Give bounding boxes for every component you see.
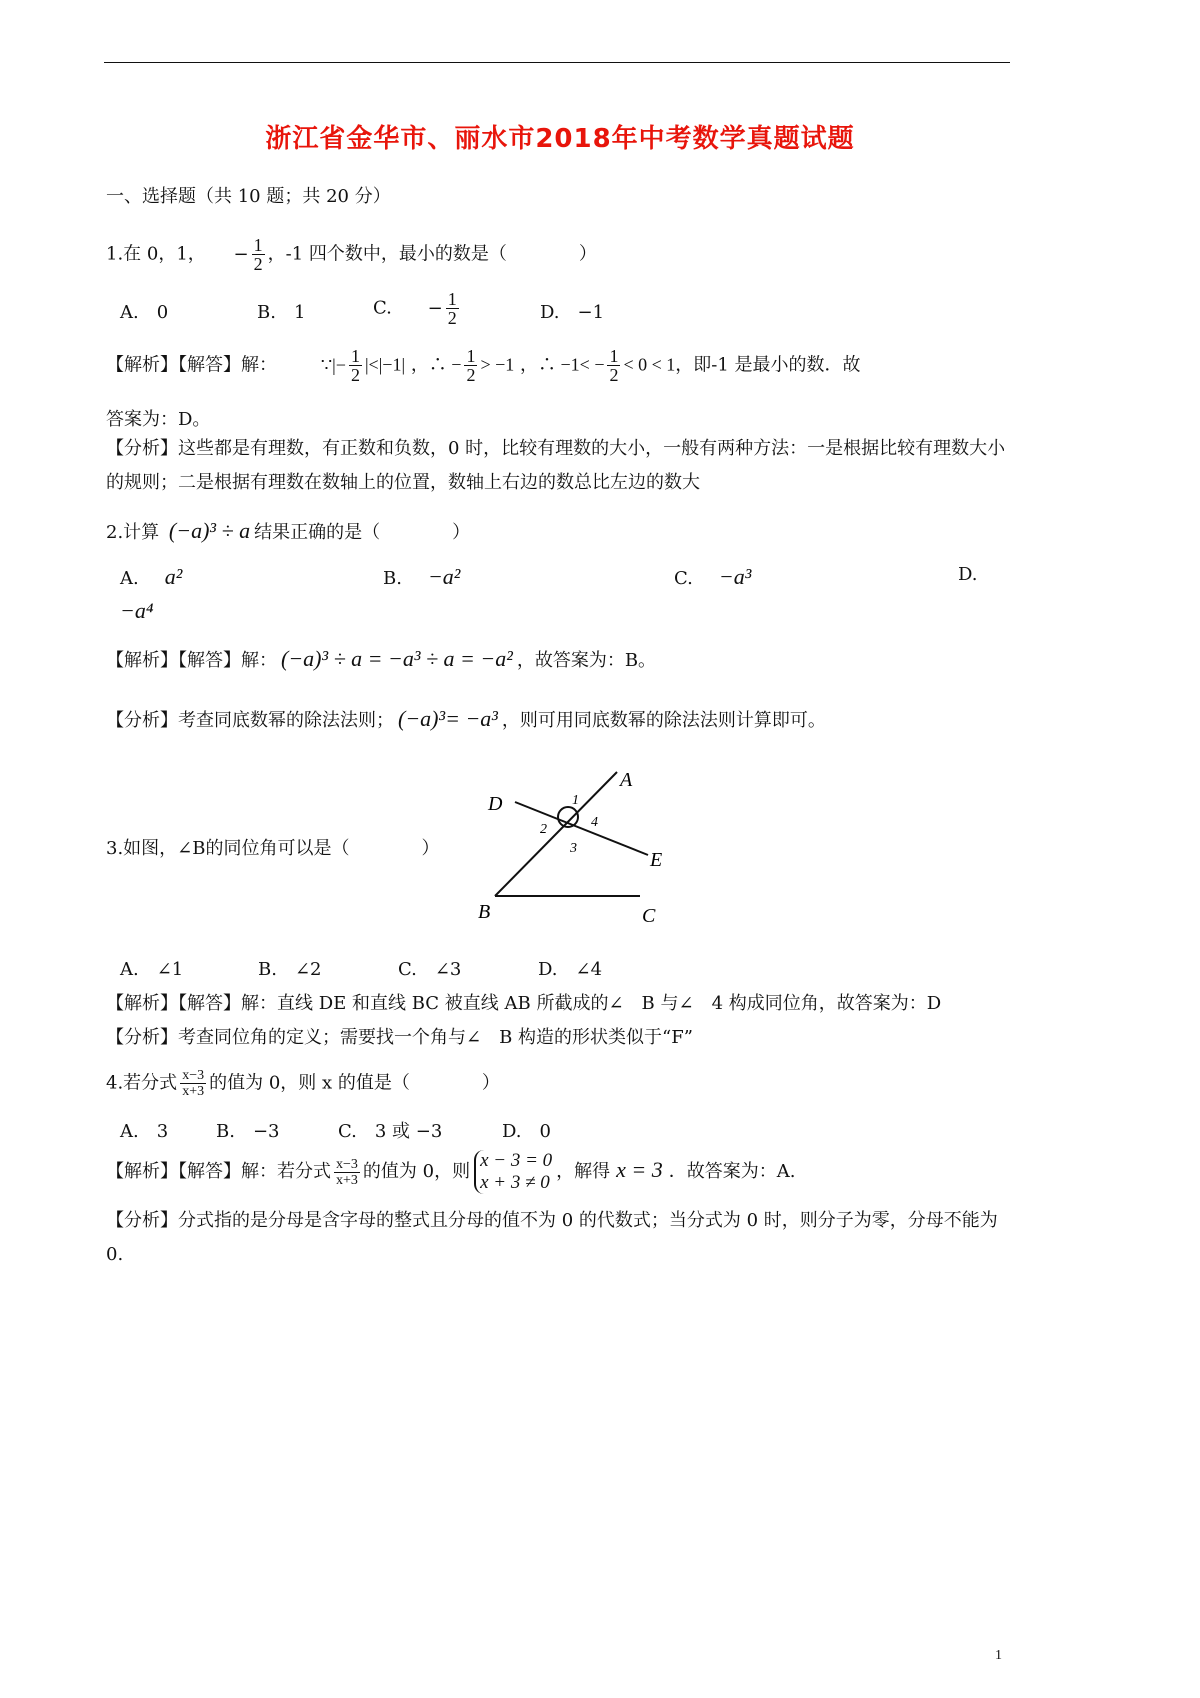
label-e: E [650, 849, 663, 871]
angle-4-label: 4 [591, 815, 598, 830]
q2-stem: 2.计算 (−a)³ ÷ a 结果正确的是（ ） [106, 518, 471, 543]
q3-stem: 3.如图，∠B的同位角可以是（ ） [106, 838, 440, 859]
q1-stem: 1.在 0，1， − $\frac{1}{2}$ ，-1 四个数中，最小的数是（ ） [106, 235, 597, 274]
line-ab [495, 772, 617, 896]
angle-1-label: 1 [572, 793, 579, 808]
q1-solution-cont: 答案为：D。 [106, 409, 211, 430]
header-rule [104, 62, 1010, 63]
q2-option-d-value: −a⁴ [120, 598, 154, 623]
line-de [515, 802, 648, 855]
q4-option-a: A. 3 [120, 1121, 169, 1142]
q3-solution: 【解析】【解答】解：直线 DE 和直线 BC 被直线 AB 所截成的∠ B 与∠ 4 构成同位角，故答案为：D [106, 993, 942, 1014]
angle-2-label: 2 [540, 822, 547, 837]
q4-option-b: B. −3 [216, 1121, 280, 1142]
q2-option-a: A. a² [120, 564, 183, 589]
page-number: 1 [995, 1648, 1002, 1663]
section-heading: 一、选择题（共 10 题；共 20 分） [106, 186, 391, 207]
q3-option-c: C. ∠3 [398, 959, 462, 980]
q2-option-b: B. −a² [383, 564, 461, 589]
label-c: C [642, 905, 656, 927]
q4-solution: 【解析】【解答】解：若分式 $\frac{x-3}{x+3}$ 的值为 0，则 x − 3 = 0 x + 3 ≠ 0 ，解得 x = 3 ．故答案为：A. [106, 1150, 796, 1193]
q2-solution: 【解析】【解答】解： (−a)³ ÷ a = −a³ ÷ a = −a² ，故答案为：B。 [106, 646, 657, 671]
q1-analysis: 【分析】这些都是有理数，有正数和负数，0 时，比较有理数的大小，一般有两种方法：一是根据比较有理数大小的规则；二是根据有理数在数轴上的位置，数轴上右边的数总比左边的数大 [106, 438, 1006, 493]
angle-3-label: 3 [570, 841, 577, 856]
q2-analysis: 【分析】考查同底数幂的除法法则； (−a)³= −a³ ，则可用同底数幂的除法法则计算即可。 [106, 706, 826, 731]
label-a: A [620, 769, 633, 791]
q4-stem: 4.若分式 $\frac{x-3}{x+3}$ 的值为 0，则 x 的值是（ ） [106, 1068, 500, 1099]
q3-option-b: B. ∠2 [258, 959, 322, 980]
q4-fraction: $\frac{x-3}{x+3}$ [182, 1068, 205, 1099]
page-title: 浙江省金华市、丽水市2018年中考数学真题试题 [265, 124, 855, 154]
q4-option-c: C. 3 或 −3 [338, 1121, 443, 1142]
q4-option-d: D. 0 [502, 1121, 551, 1142]
q2-option-d-label: D. [958, 564, 978, 585]
label-b: B [478, 901, 491, 923]
q1-fraction: $\frac{1}{2}$ [253, 235, 263, 274]
q1-option-c: C. − $\frac{1}{2}$ [373, 289, 457, 328]
label-d: D [488, 793, 503, 815]
q3-option-a: A. ∠1 [120, 959, 184, 980]
q1-option-a: A. 0 [120, 302, 169, 323]
q2-option-c: C. −a³ [674, 564, 752, 589]
q4-equation-system: x − 3 = 0 x + 3 ≠ 0 [474, 1150, 552, 1194]
q3-option-d: D. ∠4 [538, 959, 603, 980]
q4-analysis: 【分析】分式指的是分母是含字母的整式且分母的值不为 0 的代数式；当分式为 0 时，则分子为零，分母不能为 0. [106, 1210, 998, 1265]
q3-geometry-figure [460, 760, 700, 930]
q1-option-b: B. 1 [257, 302, 306, 323]
q3-analysis: 【分析】考查同位角的定义；需要找一个角与∠ B 构造的形状类似于“F” [106, 1027, 693, 1048]
q1-solution: 【解析】【解答】解： ∵|− $\frac{1}{2}$ |<|−1| ，∴ − $\frac{1}{2}$ > −1 ，∴ −1< − $\frac{1}{2}$ < 0 < 1，即-1 是最小的数．故 [106, 346, 861, 385]
q1-option-d: D. −1 [540, 302, 605, 323]
